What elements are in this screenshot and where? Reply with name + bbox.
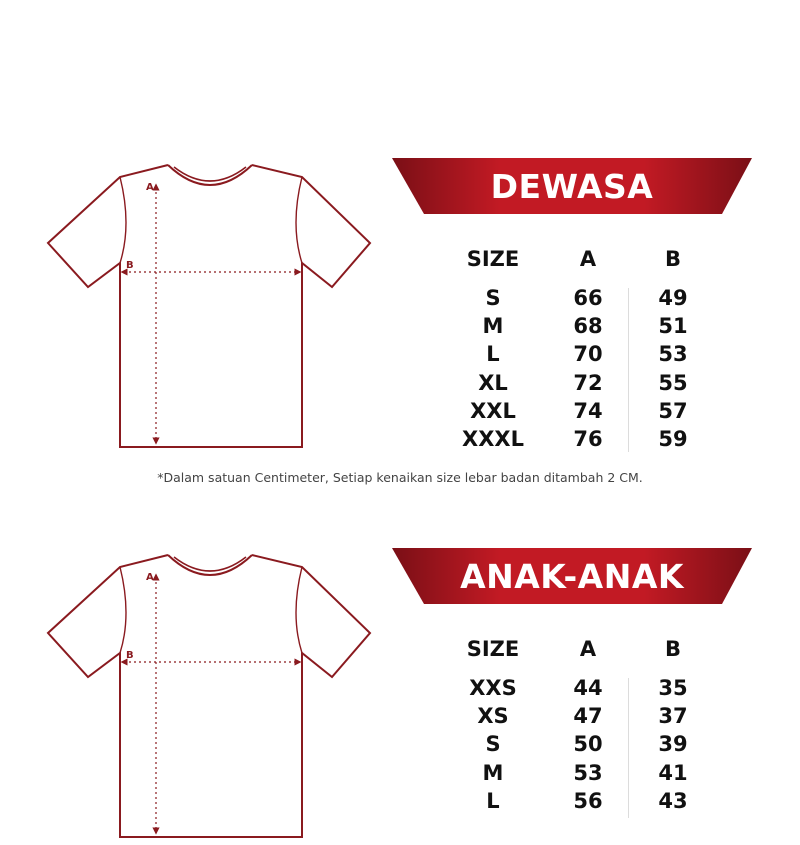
measure-label-b: B	[126, 260, 134, 271]
a-cell: 70	[573, 342, 603, 367]
a-cell: 50	[573, 732, 603, 757]
header-b: B	[664, 247, 681, 271]
b-cell: 59	[658, 427, 688, 452]
kids-size-section	[0, 390, 800, 813]
size-cell: XXL	[470, 398, 516, 423]
kids-title-banner	[392, 548, 752, 604]
b-cell: 41	[658, 760, 688, 785]
size-cell: XXXL	[462, 427, 524, 452]
table-row	[448, 702, 708, 730]
a-cell: 56	[573, 788, 603, 813]
size-cell: XL	[478, 370, 508, 395]
b-cell: 53	[658, 342, 688, 367]
size-cell: XS	[477, 704, 509, 729]
b-cell: 57	[658, 398, 688, 423]
table-row	[448, 674, 708, 702]
a-cell: 72	[573, 370, 603, 395]
b-cell: 35	[658, 676, 688, 701]
size-cell: L	[486, 788, 500, 813]
adult-footnote: *Dalam satuan Centimeter, Setiap kenaikan size lebar badan ditambah 2 CM.	[157, 470, 643, 485]
a-cell: 47	[573, 704, 603, 729]
tshirt-outline	[48, 555, 370, 837]
header-size: SIZE	[466, 637, 520, 661]
tshirt-collar-outer	[168, 555, 252, 575]
table-header	[448, 240, 708, 278]
b-cell: 37	[658, 704, 688, 729]
a-cell: 53	[573, 760, 603, 785]
measure-label-a: A	[146, 572, 154, 583]
size-cell: M	[482, 314, 504, 339]
a-cell: 68	[573, 314, 603, 339]
tshirt-diagram-kids	[40, 545, 380, 845]
size-cell: S	[485, 732, 501, 757]
table-row	[448, 284, 708, 312]
a-cell: 66	[573, 286, 603, 311]
table-row	[448, 787, 708, 815]
a-cell: 74	[573, 398, 603, 423]
table-row	[448, 340, 708, 368]
size-cell: S	[485, 286, 501, 311]
header-b: B	[664, 637, 681, 661]
kids-title: ANAK-ANAK	[460, 556, 684, 596]
header-a: A	[579, 247, 597, 271]
table-row	[448, 312, 708, 340]
table-header	[448, 630, 708, 668]
header-a: A	[579, 637, 597, 661]
b-cell: 51	[658, 314, 688, 339]
measure-label-a: A	[146, 182, 154, 193]
a-cell: 76	[573, 427, 603, 452]
table-row	[448, 730, 708, 758]
b-cell: 43	[658, 788, 688, 813]
column-divider	[628, 678, 629, 818]
size-cell: M	[482, 760, 504, 785]
a-cell: 44	[573, 676, 603, 701]
measure-label-b: B	[126, 650, 134, 661]
kids-size-table	[448, 630, 708, 815]
size-cell: XXS	[469, 676, 517, 701]
tshirt-collar-outer	[168, 165, 252, 185]
size-cell: L	[486, 342, 500, 367]
table-row	[448, 759, 708, 787]
b-cell: 55	[658, 370, 688, 395]
b-cell: 39	[658, 732, 688, 757]
b-cell: 49	[658, 286, 688, 311]
adult-title-banner	[392, 158, 752, 214]
adult-title: DEWASA	[490, 166, 654, 206]
header-size: SIZE	[466, 247, 520, 271]
